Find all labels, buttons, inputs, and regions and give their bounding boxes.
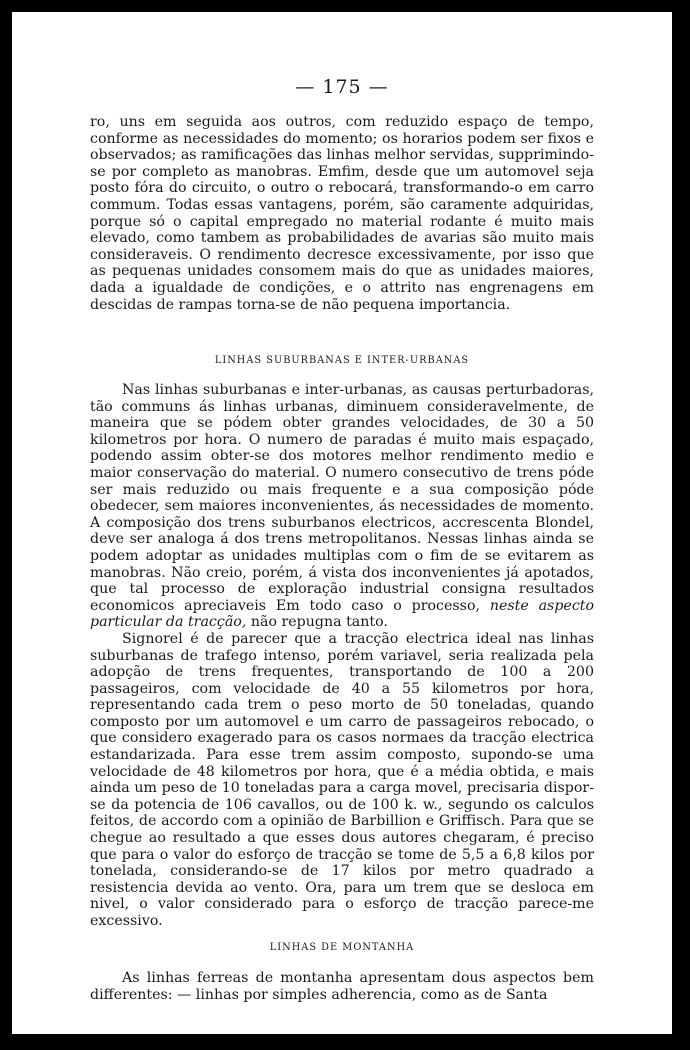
paragraph-mountain-1: As linhas ferreas de montanha apresentam dous aspectos bem differentes: — linhas por simples adherencia, como as de Santa bbox=[90, 970, 594, 1003]
paragraph-text: ro, uns em seguida aos outros, com reduzido espaço de tempo, conforme as necessidades do momento; os horarios podem ser fixos e observados; as ramificações das linhas melhor servidas, supprimindo-se por completo as manobras. Emfim, desde que um automovel seja posto fóra do circuito, o outro o rebocará, transformando-o em carro commum. Todas essas vantagens, porém, são caramente adquiridas, porque só o capital empregado no material rodante é muito mais elevado, como tambem as probabilidades de avarias são muito mais consideraveis. O rendimento decresce excessivamente, por isso que as pequenas unidades consomem mais do que as unidades maiores, dada a igualdade de condições, e o attrito nas engrenagens em descidas de rampas torna-se de não pequena importancia. bbox=[90, 114, 594, 313]
mountain-section-body bbox=[90, 970, 594, 1003]
paragraph-text: Nas linhas suburbanas e inter-urbanas, as causas perturbadoras, tão communs ás linhas urbanas, diminuem consideravelmente, de maneira que se pódem obter grandes velocidades, de 30 a 50 kilometros por hora. O numero de paradas é muito mais espaçado, podendo assim obter-se dos motores melhor rendimento medio e maior conservação do material. O numero consecutivo de trens póde ser mais reduzido ou mais frequente e a sua composição póde obedecer, sem maiores inconvenientes, ás necessidades de momento. A composição dos trens suburbanos electricos, accrescenta Blondel, deve ser analoga á dos trens metropolitanos. Nessas linhas ainda se podem adoptar as unidades multiplas com o fim de se evitarem as manobras. Não creio, porém, á vista dos inconvenientes já apotados, que tal processo de exploração industrial consigna resultados economicos apreciaveis Em todo caso o processo, bbox=[90, 382, 594, 614]
paragraph-suburban-2: Signorel é de parecer que a tracção electrica ideal nas linhas suburbanas de trafego intenso, porém variavel, seria realizada pela adopção de trens frequentes, transportando de 100 a 200 passageiros, com velocidade de 40 a 55 kilometros por hora, representando cada trem o peso morto de 50 toneladas, quando composto por um automovel e um carro de passageiros rebocado, o que considero exagerado para os casos normaes da tracção electrica estandarizada. Para esse trem assim composto, supondo-se uma velocidade de 48 kilometros por hora, que é a média obtida, e mais ainda um peso de 10 toneladas para a carga movel, precisaria dispor-se da potencia de 106 cavallos, ou de 100 k. w., segundo os calculos feitos, de accordo com a opinião de Barbillion e Griffisch. Para que se chegue ao resultado a que esses dous autores chegaram, é preciso que para o valor do esforço de tracção se tome de 5,5 a 6,8 kilos por tonelada, considerando-se de 17 kilos por metro quadrado a resistencia devida ao vento. Ora, para um trem que se desloca em nivel, o valor considerado para o esforço de tracção parece-me excessivo. bbox=[90, 630, 594, 929]
suburban-section-body bbox=[90, 382, 594, 930]
section-heading-suburban: LINHAS SUBURBANAS E INTER-URBANAS bbox=[214, 355, 470, 366]
paragraph-text: não repugna tanto. bbox=[250, 614, 388, 631]
section-heading-mountain: LINHAS DE MONTANHA bbox=[269, 942, 415, 953]
paragraph-suburban-1 bbox=[90, 382, 594, 631]
continuation-paragraph bbox=[90, 114, 594, 313]
book-page bbox=[12, 12, 672, 1034]
page-number: — 175 — bbox=[295, 76, 389, 98]
italic-phrase: neste aspecto particular da tracção, bbox=[90, 597, 595, 631]
